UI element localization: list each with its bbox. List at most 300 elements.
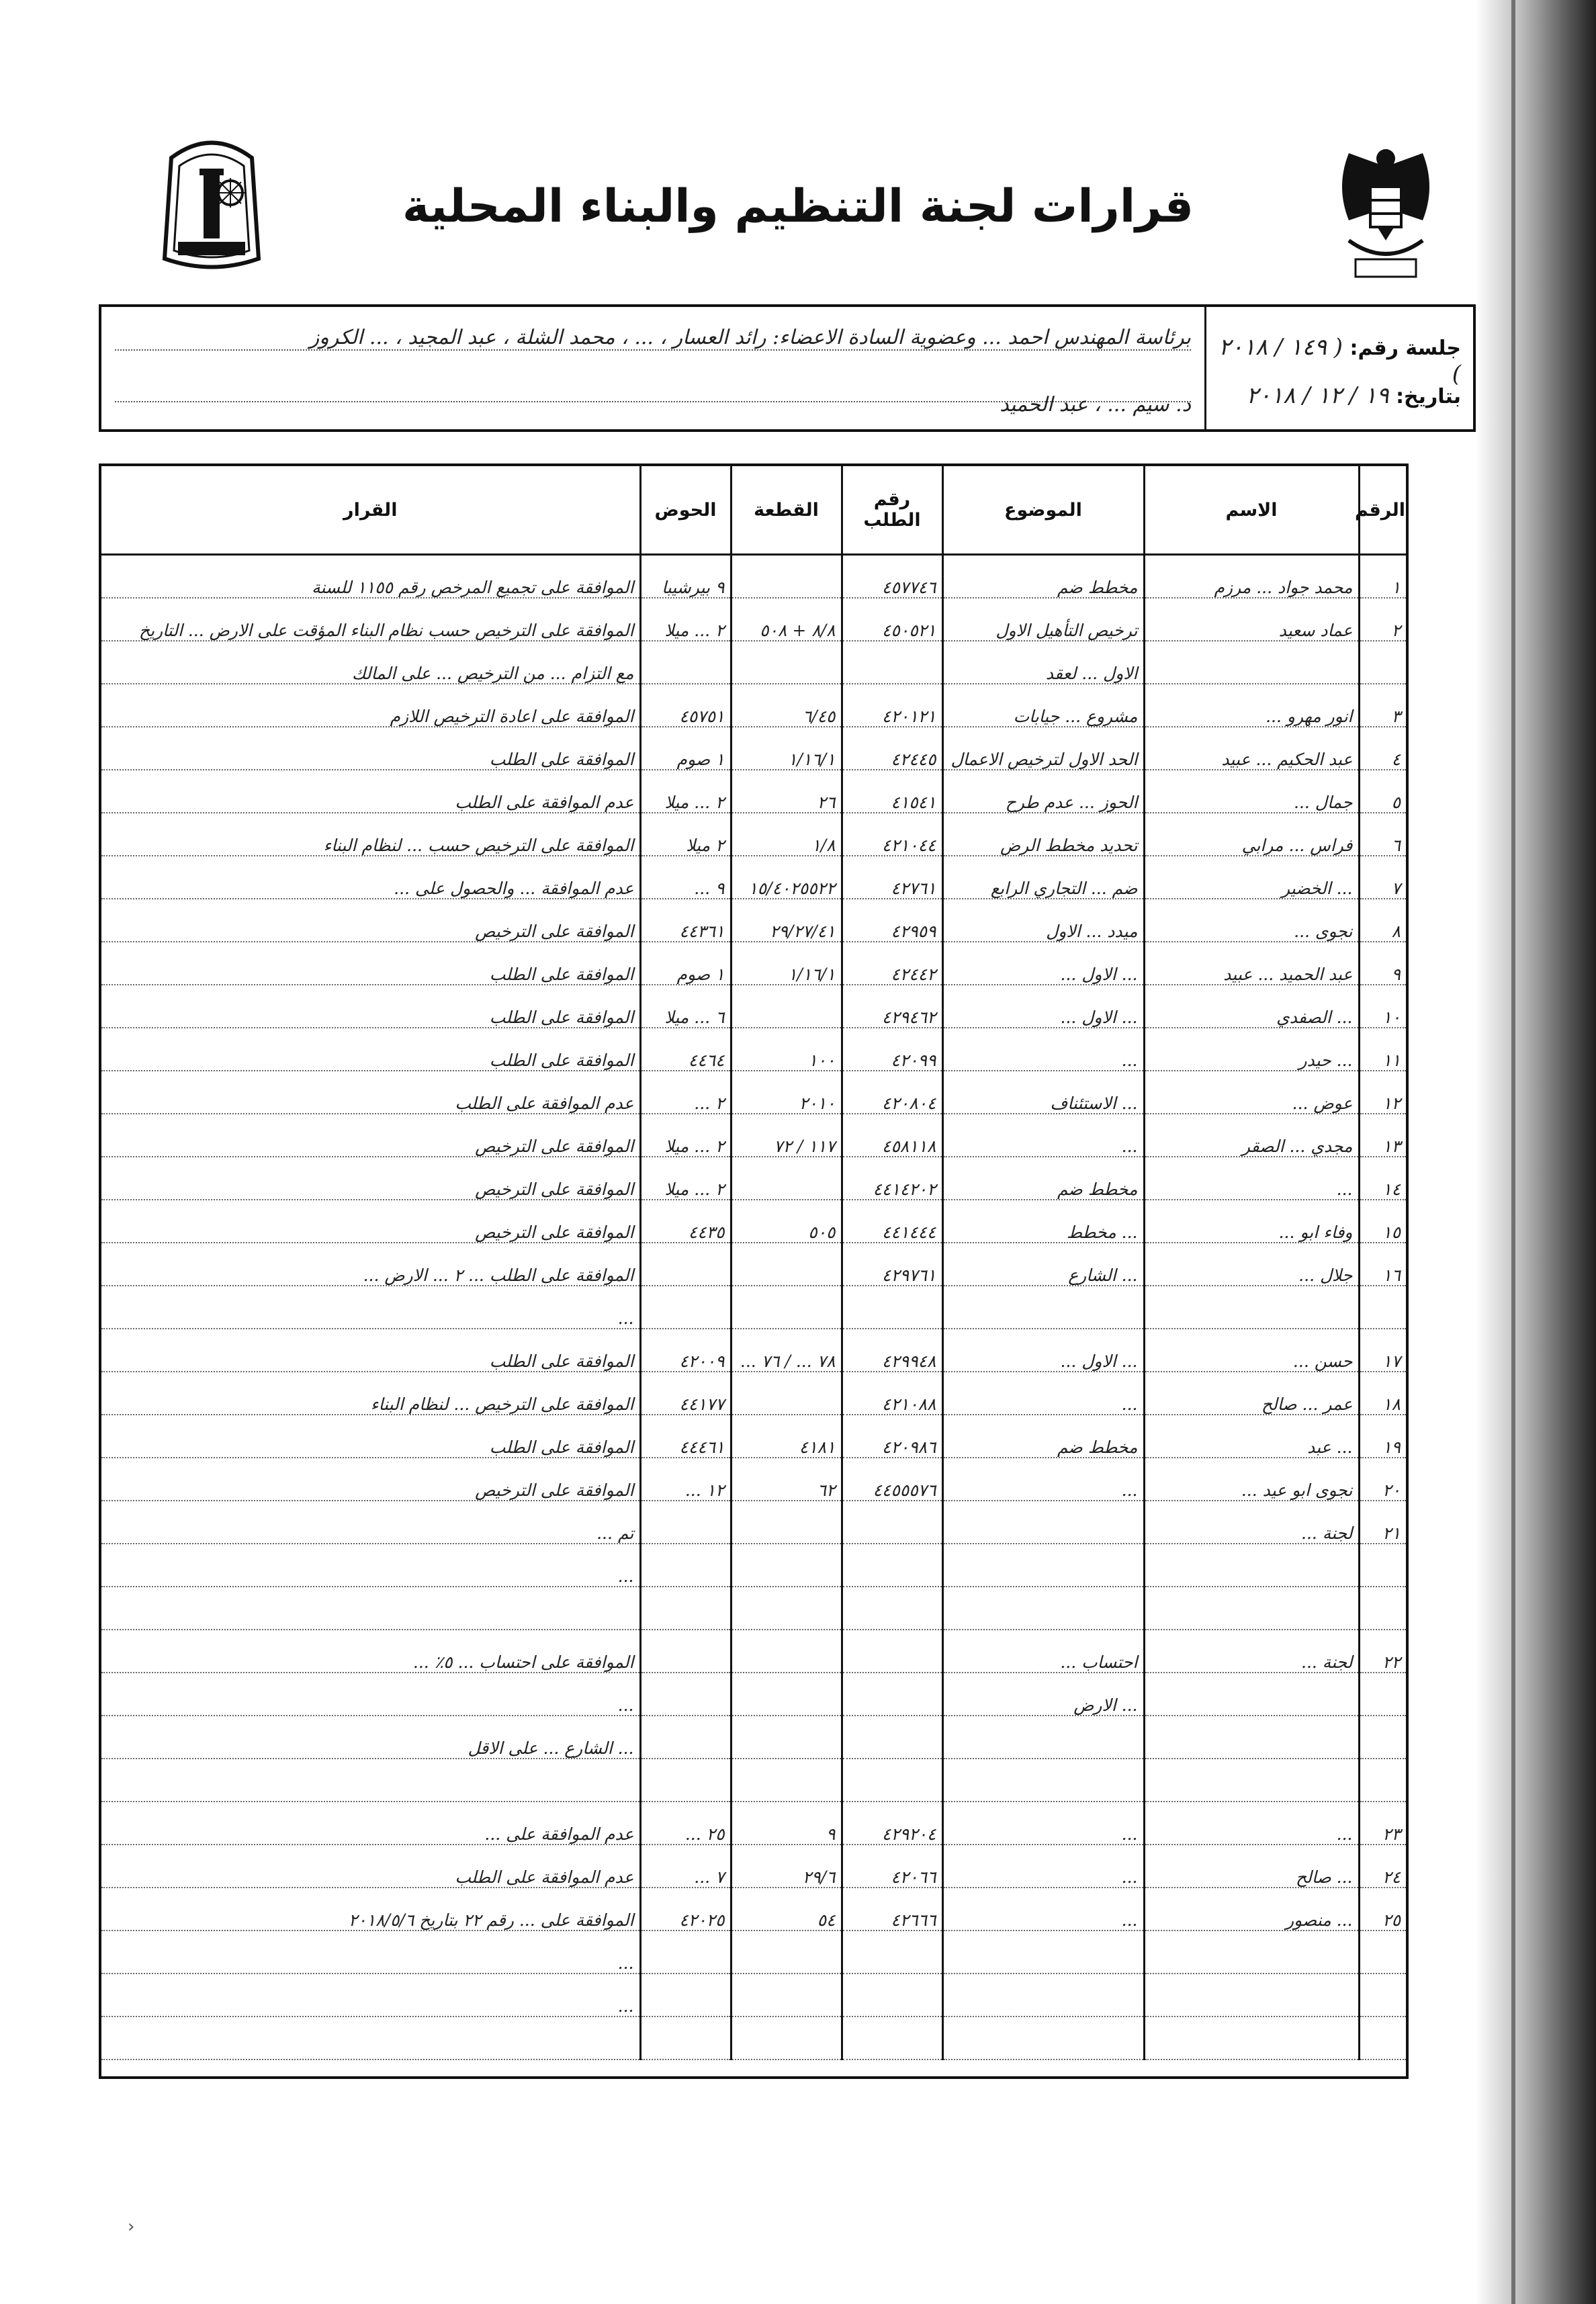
cell-subject: ... الشارع xyxy=(942,1243,1144,1286)
cell-plot xyxy=(731,555,842,599)
cell-request-no: ٤٢٩٥٩ xyxy=(842,899,942,942)
cell-num xyxy=(1359,1716,1406,1759)
cell-basin xyxy=(640,1630,731,1673)
cell-request-no xyxy=(842,1931,942,1974)
cell-decision: الموافقة على الترخيص حسب نظام البناء المؤقت على الارض ... التاريخ xyxy=(101,598,640,641)
cell-num: ٥ xyxy=(1359,770,1406,813)
cell-decision: الموافقة على الطلب xyxy=(101,1329,640,1372)
cell-name xyxy=(1144,1931,1359,1974)
session-meta xyxy=(1204,307,1473,429)
cell-request-no xyxy=(842,1286,942,1329)
cell-request-no: ٤٤١٤٢٠٢ xyxy=(842,1157,942,1200)
cell-num: ٦ xyxy=(1359,813,1406,856)
cell-subject: ... الاستئناف xyxy=(942,1071,1144,1114)
table-row xyxy=(101,1200,1406,1243)
cell-decision: الموافقة على الطلب xyxy=(101,942,640,985)
table-row xyxy=(101,1544,1406,1587)
cell-request-no: ٤٢٠٩٨٦ xyxy=(842,1415,942,1458)
cell-decision xyxy=(101,1759,640,1802)
session-date-value: ١٩ / ١٢ / ٢٠١٨ xyxy=(1246,382,1389,409)
cell-request-no: ٤٢٩٩٤٨ xyxy=(842,1329,942,1372)
cell-num: ٢٢ xyxy=(1359,1630,1406,1673)
cell-name: فراس ... مرابي xyxy=(1144,813,1359,856)
cell-plot: ٥٠٥ xyxy=(731,1200,842,1243)
members-line-2: د. سيم ... ، عبد الحميد xyxy=(1000,393,1191,416)
cell-basin: ٤٥٧٥١ xyxy=(640,684,731,727)
cell-subject: مخطط ضم xyxy=(942,555,1144,599)
cell-decision: ... الشارع ... على الاقل xyxy=(101,1716,640,1759)
cell-basin: ١ صوم xyxy=(640,727,731,770)
cell-decision xyxy=(101,2017,640,2059)
cell-decision: عدم الموافقة على ... xyxy=(101,1802,640,1845)
cell-num: ١٧ xyxy=(1359,1329,1406,1372)
cell-num: ٤ xyxy=(1359,727,1406,770)
cell-subject: الحوز ... عدم طرح xyxy=(942,770,1144,813)
cell-basin: ٤٢٠٠٩ xyxy=(640,1329,731,1372)
cell-subject: ... الاول ... xyxy=(942,1329,1144,1372)
cell-basin xyxy=(640,1716,731,1759)
cell-name: جمال ... xyxy=(1144,770,1359,813)
cell-plot xyxy=(731,1931,842,1974)
cell-basin: ٤٤٣٥ xyxy=(640,1200,731,1243)
cell-subject: مخطط ضم xyxy=(942,1157,1144,1200)
table-row xyxy=(101,1587,1406,1630)
cell-plot xyxy=(731,1587,842,1630)
cell-request-no: ٤٢٠٨٠٤ xyxy=(842,1071,942,1114)
cell-name xyxy=(1144,1974,1359,2017)
cell-num: ٢٣ xyxy=(1359,1802,1406,1845)
cell-basin: ٧ ... xyxy=(640,1845,731,1888)
cell-num: ٩ xyxy=(1359,942,1406,985)
cell-subject: ... xyxy=(942,1802,1144,1845)
cell-name xyxy=(1144,1759,1359,1802)
cell-subject: ترخيص التأهيل الاول xyxy=(942,598,1144,641)
cell-decision: الموافقة على اعادة الترخيص اللازم xyxy=(101,684,640,727)
cell-num: ١٠ xyxy=(1359,985,1406,1028)
cell-basin: ٤٢٠٢٥ xyxy=(640,1888,731,1931)
cell-plot xyxy=(731,1759,842,1802)
cell-subject: ... xyxy=(942,1845,1144,1888)
cell-decision: الموافقة على الترخيص ... لنظام البناء xyxy=(101,1372,640,1415)
cell-num xyxy=(1359,1974,1406,2017)
page-title: قرارات لجنة التنظيم والبناء المحلية xyxy=(402,180,1194,233)
cell-request-no: ٤٤٥٥٥٧٦ xyxy=(842,1458,942,1501)
header-subject: الموضوع xyxy=(942,466,1144,555)
cell-plot xyxy=(731,1716,842,1759)
cell-decision: الموافقة على الطلب xyxy=(101,1415,640,1458)
cell-name xyxy=(1144,1544,1359,1587)
cell-basin: ٢ ... ميلا xyxy=(640,1157,731,1200)
cell-decision: الموافقة على ... رقم ٢٢ بتاريخ ٢٠١٨/٥/٦ xyxy=(101,1888,640,1931)
header-decision: القرار xyxy=(101,466,640,555)
table-row xyxy=(101,727,1406,770)
cell-num: ٨ xyxy=(1359,899,1406,942)
cell-subject: ... xyxy=(942,1372,1144,1415)
table-row xyxy=(101,770,1406,813)
cell-plot: ٦/٤٥ xyxy=(731,684,842,727)
cell-basin xyxy=(640,1931,731,1974)
table-row xyxy=(101,1157,1406,1200)
cell-request-no: ٤٥٠٥٢١ xyxy=(842,598,942,641)
table-row xyxy=(101,1716,1406,1759)
table-row xyxy=(101,1028,1406,1071)
cell-decision xyxy=(101,1587,640,1630)
cell-decision: الموافقة على الترخيص xyxy=(101,1157,640,1200)
cell-subject: الاول ... لعقد xyxy=(942,641,1144,684)
session-number xyxy=(1206,334,1461,388)
cell-name: ... xyxy=(1144,1157,1359,1200)
cell-basin: ٦ ... ميلا xyxy=(640,985,731,1028)
cell-subject xyxy=(942,1587,1144,1630)
cell-name: عبد الحكيم ... عبيد xyxy=(1144,727,1359,770)
cell-subject: احتساب ... xyxy=(942,1630,1144,1673)
cell-plot xyxy=(731,1286,842,1329)
cell-subject: الحد الاول لترخيص الاعمال xyxy=(942,727,1144,770)
header-basin: الحوض xyxy=(640,466,731,555)
cell-subject xyxy=(942,1974,1144,2017)
cell-decision: الموافقة على الترخيص xyxy=(101,1200,640,1243)
cell-decision: الموافقة على الطلب ... ٢ ... الارض ... xyxy=(101,1243,640,1286)
cell-request-no xyxy=(842,1544,942,1587)
cell-name: ... xyxy=(1144,1802,1359,1845)
cell-plot: ٥٤ xyxy=(731,1888,842,1931)
cell-plot: ١/١٦/١ xyxy=(731,727,842,770)
table-row xyxy=(101,1243,1406,1286)
cell-request-no: ٤٥٧٧٤٦ xyxy=(842,555,942,599)
cell-decision: الموافقة على تجميع المرخص رقم ١١٥٥ للسنة xyxy=(101,555,640,599)
cell-basin xyxy=(640,1286,731,1329)
table-row xyxy=(101,1759,1406,1802)
table-row xyxy=(101,1802,1406,1845)
cell-name: ... الصفدي xyxy=(1144,985,1359,1028)
cell-request-no xyxy=(842,1716,942,1759)
cell-plot xyxy=(731,1630,842,1673)
table-row xyxy=(101,1372,1406,1415)
cell-request-no xyxy=(842,1974,942,2017)
cell-plot: ٦٢ xyxy=(731,1458,842,1501)
table-row xyxy=(101,1415,1406,1458)
cell-basin xyxy=(640,1243,731,1286)
cell-request-no: ٤٢٠١٢١ xyxy=(842,684,942,727)
cell-name xyxy=(1144,2017,1359,2059)
table-row xyxy=(101,555,1406,599)
cell-decision: الموافقة على الترخيص حسب ... لنظام البناء xyxy=(101,813,640,856)
cell-num: ١٣ xyxy=(1359,1114,1406,1157)
decisions-table-frame xyxy=(99,463,1409,2079)
cell-basin: ٩ بيرشيبا xyxy=(640,555,731,599)
cell-request-no: ٤٢٩٤٦٢ xyxy=(842,985,942,1028)
cell-num: ٣ xyxy=(1359,684,1406,727)
cell-subject xyxy=(942,1716,1144,1759)
cell-request-no: ٤٤١٤٤٤ xyxy=(842,1200,942,1243)
session-number-label: جلسة رقم: xyxy=(1349,337,1461,360)
session-date-label: بتاريخ: xyxy=(1396,385,1461,408)
cell-plot: ٩ xyxy=(731,1802,842,1845)
cell-basin: ٢ ... ميلا xyxy=(640,770,731,813)
cell-subject: تحديد مخطط الرض xyxy=(942,813,1144,856)
cell-num: ٢٥ xyxy=(1359,1888,1406,1931)
cell-name: مجدي ... الصقر xyxy=(1144,1114,1359,1157)
cell-request-no: ٤٢١٠٨٨ xyxy=(842,1372,942,1415)
cell-plot: ٨/٨ + ٥٠٨ xyxy=(731,598,842,641)
cell-request-no: ٤٢١٠٤٤ xyxy=(842,813,942,856)
cell-request-no xyxy=(842,1759,942,1802)
cell-decision: عدم الموافقة ... والحصول على ... xyxy=(101,856,640,899)
cell-name: عبد الحميد ... عبيد xyxy=(1144,942,1359,985)
cell-request-no: ٤٢٠٩٩ xyxy=(842,1028,942,1071)
table-row xyxy=(101,1845,1406,1888)
cell-num: ٢ xyxy=(1359,598,1406,641)
table-row xyxy=(101,598,1406,641)
cell-plot xyxy=(731,1372,842,1415)
session-info-box xyxy=(99,304,1476,432)
cell-subject xyxy=(942,2017,1144,2059)
cell-num xyxy=(1359,1759,1406,1802)
cell-basin xyxy=(640,1974,731,2017)
cell-plot xyxy=(731,1157,842,1200)
cell-num: ٢٤ xyxy=(1359,1845,1406,1888)
cell-basin: ٢ ... ميلا xyxy=(640,598,731,641)
cell-subject xyxy=(942,1501,1144,1544)
cell-request-no: ٤٢٤٤٢ xyxy=(842,942,942,985)
cell-basin: ٤٤١٧٧ xyxy=(640,1372,731,1415)
cell-basin xyxy=(640,1501,731,1544)
cell-request-no: ٤٢٦٦٦ xyxy=(842,1888,942,1931)
cell-decision: ... xyxy=(101,1974,640,2017)
table-row xyxy=(101,899,1406,942)
table-row xyxy=(101,1501,1406,1544)
cell-basin: ٤٤٣٦١ xyxy=(640,899,731,942)
cell-num xyxy=(1359,1286,1406,1329)
cell-plot: ٢٩/٦ xyxy=(731,1845,842,1888)
cell-subject: مخطط ضم xyxy=(942,1415,1144,1458)
cell-subject: ميدد ... الاول xyxy=(942,899,1144,942)
cell-subject: ضم ... التجاري الرابع xyxy=(942,856,1144,899)
cell-name: جلال ... xyxy=(1144,1243,1359,1286)
cell-request-no: ٤٥٨١١٨ xyxy=(842,1114,942,1157)
cell-plot xyxy=(731,1501,842,1544)
cell-basin xyxy=(640,1544,731,1587)
cell-basin: ١ صوم xyxy=(640,942,731,985)
cell-name xyxy=(1144,1587,1359,1630)
cell-subject: مشروع ... جيابات xyxy=(942,684,1144,727)
decisions-table xyxy=(101,466,1406,2060)
header-num: الرقم xyxy=(1359,466,1406,555)
table-row xyxy=(101,1458,1406,1501)
cell-plot: ١٥/٤٠٢٥٥٢٢ xyxy=(731,856,842,899)
cell-decision: عدم الموافقة على الطلب xyxy=(101,770,640,813)
cell-decision: الموافقة على الترخيص xyxy=(101,1458,640,1501)
cell-basin: ٤٤٤٦١ xyxy=(640,1415,731,1458)
table-body xyxy=(101,555,1406,2060)
cell-decision: الموافقة على الترخيص xyxy=(101,1114,640,1157)
table-row xyxy=(101,1630,1406,1673)
cell-subject xyxy=(942,1931,1144,1974)
header-plot: القطعة xyxy=(731,466,842,555)
cell-basin xyxy=(640,1759,731,1802)
table-row xyxy=(101,1673,1406,1716)
cell-decision: مع التزام ... من الترخيص ... على المالك xyxy=(101,641,640,684)
cell-request-no: ٤٢٤٤٥ xyxy=(842,727,942,770)
cell-plot: ١/٨ xyxy=(731,813,842,856)
cell-plot xyxy=(731,2017,842,2059)
cell-subject: ... الارض xyxy=(942,1673,1144,1716)
table-header-row xyxy=(101,466,1406,555)
table-row xyxy=(101,1931,1406,1974)
cell-subject xyxy=(942,1759,1144,1802)
table-row xyxy=(101,1114,1406,1157)
cell-decision: ... xyxy=(101,1931,640,1974)
cell-decision: تم ... xyxy=(101,1501,640,1544)
header-request-no-line2: الطلب xyxy=(863,510,921,531)
cell-basin xyxy=(640,1673,731,1716)
margin-mark: › xyxy=(128,2217,135,2237)
cell-plot: ١/١٦/١ xyxy=(731,942,842,985)
cell-subject: ... xyxy=(942,1028,1144,1071)
cell-basin: ٩ ... xyxy=(640,856,731,899)
table-row xyxy=(101,2017,1406,2059)
cell-basin xyxy=(640,2017,731,2059)
header-name: الاسم xyxy=(1144,466,1359,555)
cell-request-no xyxy=(842,2017,942,2059)
cell-decision: ... xyxy=(101,1544,640,1587)
cell-plot: ٢٦ xyxy=(731,770,842,813)
table-row xyxy=(101,1888,1406,1931)
cell-name: ... حيدر xyxy=(1144,1028,1359,1071)
cell-num: ١ xyxy=(1359,555,1406,599)
cell-plot xyxy=(731,1673,842,1716)
cell-decision: الموافقة على احتساب ... ٥٪ ... xyxy=(101,1630,640,1673)
cell-name: وفاء ابو ... xyxy=(1144,1200,1359,1243)
header-request-no-line1: رقم xyxy=(873,489,911,510)
cell-subject: ... xyxy=(942,1458,1144,1501)
cell-plot xyxy=(731,985,842,1028)
cell-name: ... صالح xyxy=(1144,1845,1359,1888)
scan-shadow-edge xyxy=(1475,0,1596,2304)
table-row xyxy=(101,1329,1406,1372)
cell-name: ... الخضير xyxy=(1144,856,1359,899)
cell-decision: الموافقة على الترخيص xyxy=(101,899,640,942)
table-row xyxy=(101,684,1406,727)
cell-num: ١٥ xyxy=(1359,1200,1406,1243)
cell-request-no xyxy=(842,1587,942,1630)
cell-decision: الموافقة على الطلب xyxy=(101,985,640,1028)
cell-basin: ٢٥ ... xyxy=(640,1802,731,1845)
cell-num xyxy=(1359,2017,1406,2059)
cell-plot: ٢٩/٢٧/٤١ xyxy=(731,899,842,942)
cell-basin xyxy=(640,641,731,684)
cell-request-no: ٤٢٠٦٦ xyxy=(842,1845,942,1888)
cell-decision: عدم الموافقة على الطلب xyxy=(101,1845,640,1888)
cell-request-no: ٤٢٩٢٠٤ xyxy=(842,1802,942,1845)
cell-num: ١٨ xyxy=(1359,1372,1406,1415)
cell-plot xyxy=(731,1544,842,1587)
cell-request-no: ٤١٥٤١ xyxy=(842,770,942,813)
cell-request-no: ٤٢٩٧٦١ xyxy=(842,1243,942,1286)
session-date xyxy=(1246,382,1461,409)
cell-plot: ٢٠١٠ xyxy=(731,1071,842,1114)
cell-decision: ... xyxy=(101,1286,640,1329)
cell-plot: ١١٧ / ٧٢ xyxy=(731,1114,842,1157)
cell-plot: ٤١٨١ xyxy=(731,1415,842,1458)
header-request-no xyxy=(842,466,942,555)
cell-name: لجنة ... xyxy=(1144,1630,1359,1673)
cell-subject: ... xyxy=(942,1114,1144,1157)
table-row xyxy=(101,641,1406,684)
cell-name: ... عبد xyxy=(1144,1415,1359,1458)
cell-plot xyxy=(731,1243,842,1286)
cell-subject: ... الاول ... xyxy=(942,942,1144,985)
cell-name xyxy=(1144,1286,1359,1329)
cell-basin xyxy=(640,1587,731,1630)
cell-name xyxy=(1144,1673,1359,1716)
cell-name: حسن ... xyxy=(1144,1329,1359,1372)
cell-decision: عدم الموافقة على الطلب xyxy=(101,1071,640,1114)
cell-name: ... منصور xyxy=(1144,1888,1359,1931)
table-row xyxy=(101,942,1406,985)
cell-basin: ٢ ميلا xyxy=(640,813,731,856)
cell-num xyxy=(1359,641,1406,684)
cell-num: ١١ xyxy=(1359,1028,1406,1071)
cell-request-no: ٤٢٧٦١ xyxy=(842,856,942,899)
cell-num: ٧ xyxy=(1359,856,1406,899)
cell-subject: ... مخطط xyxy=(942,1200,1144,1243)
cell-request-no xyxy=(842,1673,942,1716)
cell-num: ٢١ xyxy=(1359,1501,1406,1544)
table-row xyxy=(101,985,1406,1028)
cell-subject: ... xyxy=(942,1888,1144,1931)
cell-basin: ٢ ... xyxy=(640,1071,731,1114)
members-line-1: برئاسة المهندس احمد ... وعضوية السادة الاعضاء: رائد العسار ، ... ، محمد الشلة ، عبد المجيد ، ... الكروز xyxy=(115,326,1191,351)
cell-name: عوض ... xyxy=(1144,1071,1359,1114)
cell-name: محمد جواد ... مرزم xyxy=(1144,555,1359,599)
table-row xyxy=(101,1071,1406,1114)
cell-decision: الموافقة على الطلب xyxy=(101,727,640,770)
cell-name: عمر ... صالح xyxy=(1144,1372,1359,1415)
cell-request-no xyxy=(842,641,942,684)
cell-request-no xyxy=(842,1630,942,1673)
cell-subject xyxy=(942,1286,1144,1329)
cell-num: ٢٠ xyxy=(1359,1458,1406,1501)
table-row xyxy=(101,856,1406,899)
cell-name: عماد سعيد xyxy=(1144,598,1359,641)
table-row xyxy=(101,813,1406,856)
table-row xyxy=(101,1974,1406,2017)
cell-num: ١٦ xyxy=(1359,1243,1406,1286)
cell-basin: ١٢ ... xyxy=(640,1458,731,1501)
cell-plot: ٧٨ ... / ٧٦ ... xyxy=(731,1329,842,1372)
cell-plot: ١٠٠ xyxy=(731,1028,842,1071)
cell-name xyxy=(1144,641,1359,684)
table-row xyxy=(101,1286,1406,1329)
cell-subject: ... الاول ... xyxy=(942,985,1144,1028)
cell-name: نجوى ... xyxy=(1144,899,1359,942)
cell-name xyxy=(1144,1716,1359,1759)
scan-shadow-line xyxy=(1511,0,1515,2304)
cell-num: ١٩ xyxy=(1359,1415,1406,1458)
session-number-value: ( ١٤٩ / ٢٠١٨ ) xyxy=(1218,334,1461,388)
cell-name: انور مهرو ... xyxy=(1144,684,1359,727)
cell-num xyxy=(1359,1587,1406,1630)
cell-plot xyxy=(731,641,842,684)
cell-num: ١٢ xyxy=(1359,1071,1406,1114)
cell-num xyxy=(1359,1931,1406,1974)
cell-decision: ... xyxy=(101,1673,640,1716)
cell-num: ١٤ xyxy=(1359,1157,1406,1200)
cell-basin: ٢ ... ميلا xyxy=(640,1114,731,1157)
cell-request-no xyxy=(842,1501,942,1544)
cell-num xyxy=(1359,1673,1406,1716)
